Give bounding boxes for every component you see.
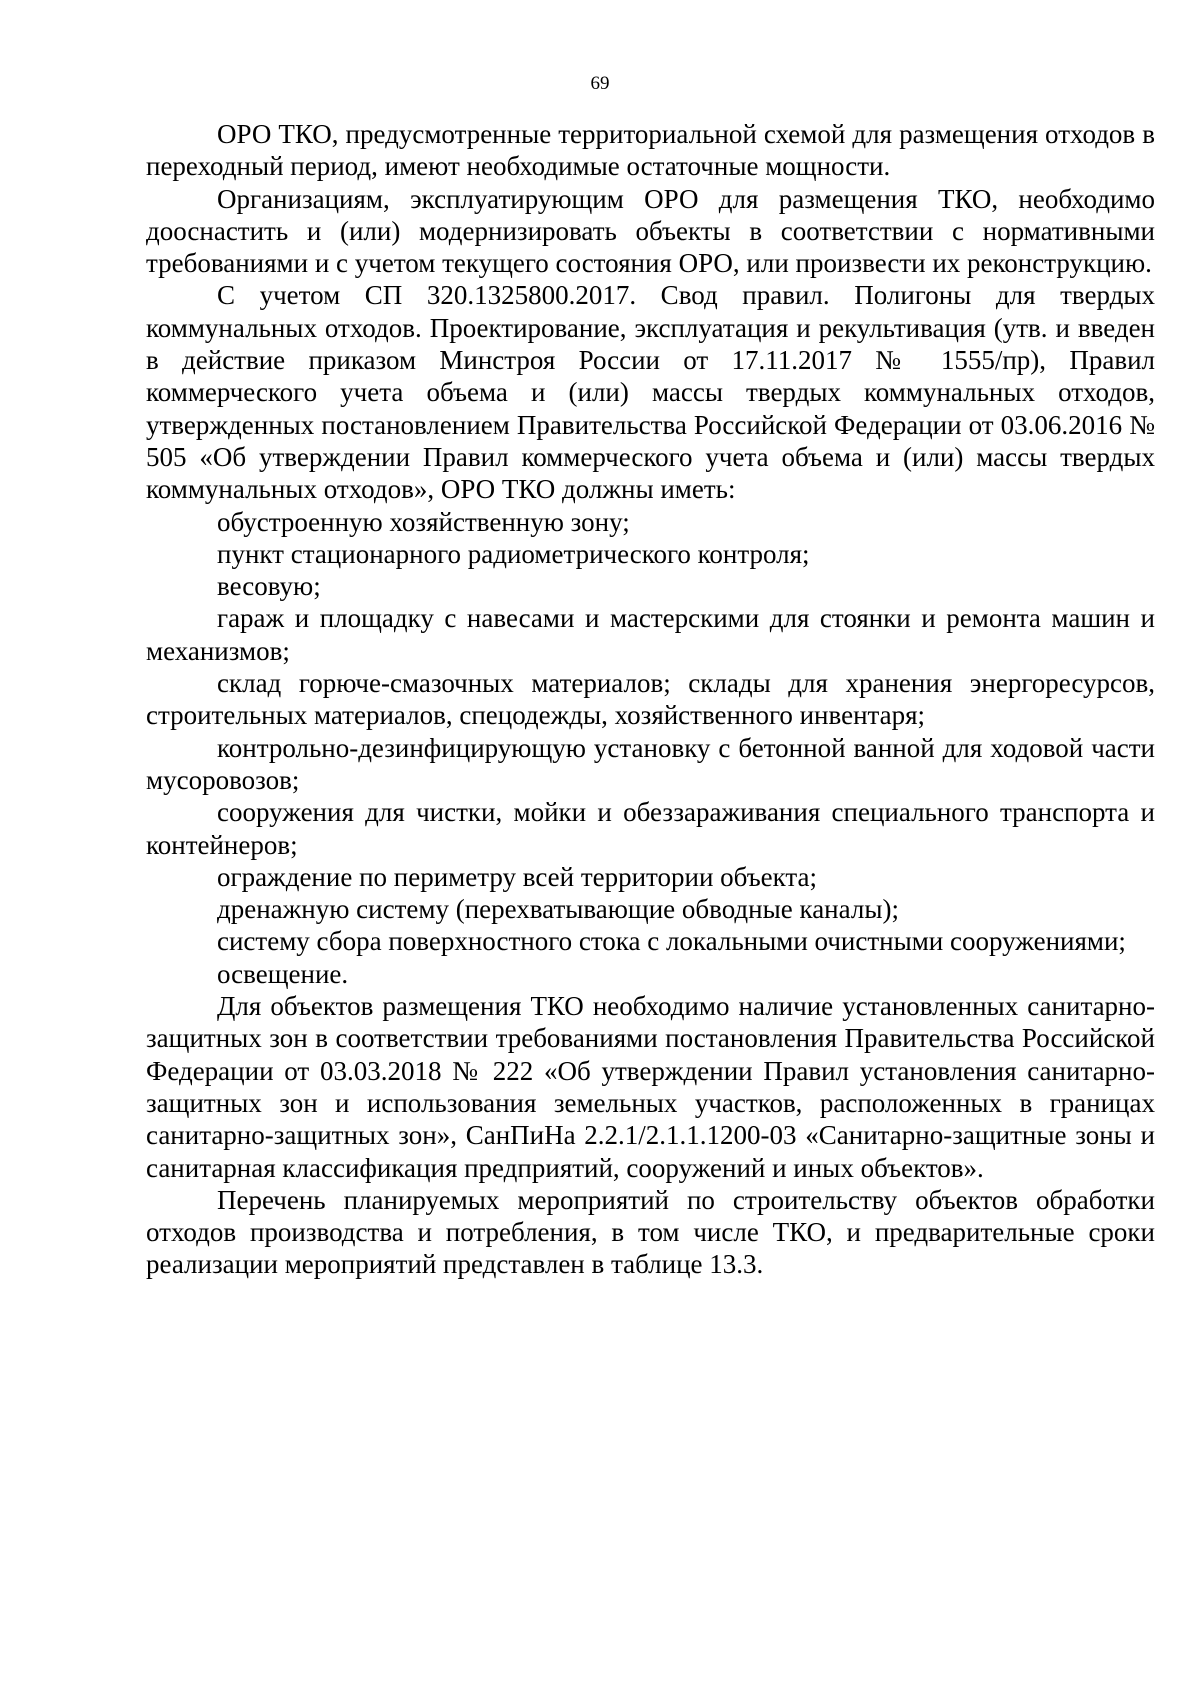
list-item: склад горюче-смазочных материалов; склады для хранения энергоресурсов, строительных материалов, спецодежды, хозяйственного инвентаря; [146,668,1155,731]
list-item: освещение. [217,958,349,989]
page-number: 69 [590,73,610,94]
body-text [146,118,1155,1281]
paragraph: Перечень планируемых мероприятий по строительству объектов обработки отходов производства и потребления, в том числе ТКО, и предварительные сроки реализации мероприятий представлен в таблице 13.3. [146,1184,1155,1280]
list-item: дренажную систему (перехватывающие обводные каналы); [217,894,899,925]
list-item: гараж и площадку с навесами и мастерскими для стоянки и ремонта машин и механизмов; [146,603,1155,666]
paragraph: ОРО ТКО, предусмотренные территориальной схемой для размещения отходов в переходный период, имеют необходимые остаточные мощности. [146,119,1155,182]
paragraph: Для объектов размещения ТКО необходимо наличие установленных санитарно-защитных зон в соответствии требованиями постановления Правительства Российской Федерации от 03.03.2018 № 222 «Об утверждении Правил установления санитарно-защитных зон и использования земельных участков, расположенных в границах санитарно-защитных зон», СанПиНа 2.2.1/2.1.1.1200-03 «Санитарно-защитные зоны и санитарная классификация предприятий, сооружений и иных объектов». [146,991,1155,1183]
paragraph: Организациям, эксплуатирующим ОРО для размещения ТКО, необходимо дооснастить и (или) модернизировать объекты в соответствии с нормативными требованиями и с учетом текущего состояния ОРО, или произвести их реконструкцию. [146,183,1155,279]
list-item: обустроенную хозяйственную зону; [217,506,630,537]
list-item: пункт стационарного радиометрического контроля; [217,538,810,569]
list-item: контрольно-дезинфицирующую установку с бетонной ванной для ходовой части мусоровозов; [146,732,1155,795]
list-item: ограждение по периметру всей территории объекта; [217,861,818,892]
list-item: систему сбора поверхностного стока с локальными очистными сооружениями; [217,926,1126,957]
list-item: весовую; [217,571,321,602]
paragraph: С учетом СП 320.1325800.2017. Свод правил. Полигоны для твердых коммунальных отходов. Проектирование, эксплуатация и рекультивация (утв. и введен в действие приказом Минстроя России от 17.11.2017 № 1555/пр), Правил коммерческого учета объема и (или) массы твердых коммунальных отходов, утвержденных постановлением Правительства Российской Федерации от 03.06.2016 № 505 «Об утверждении Правил коммерческого учета объема и (или) массы твердых коммунальных отходов», ОРО ТКО должны иметь: [146,280,1155,505]
list-item: сооружения для чистки, мойки и обеззараживания специального транспорта и контейнеров; [146,797,1155,860]
